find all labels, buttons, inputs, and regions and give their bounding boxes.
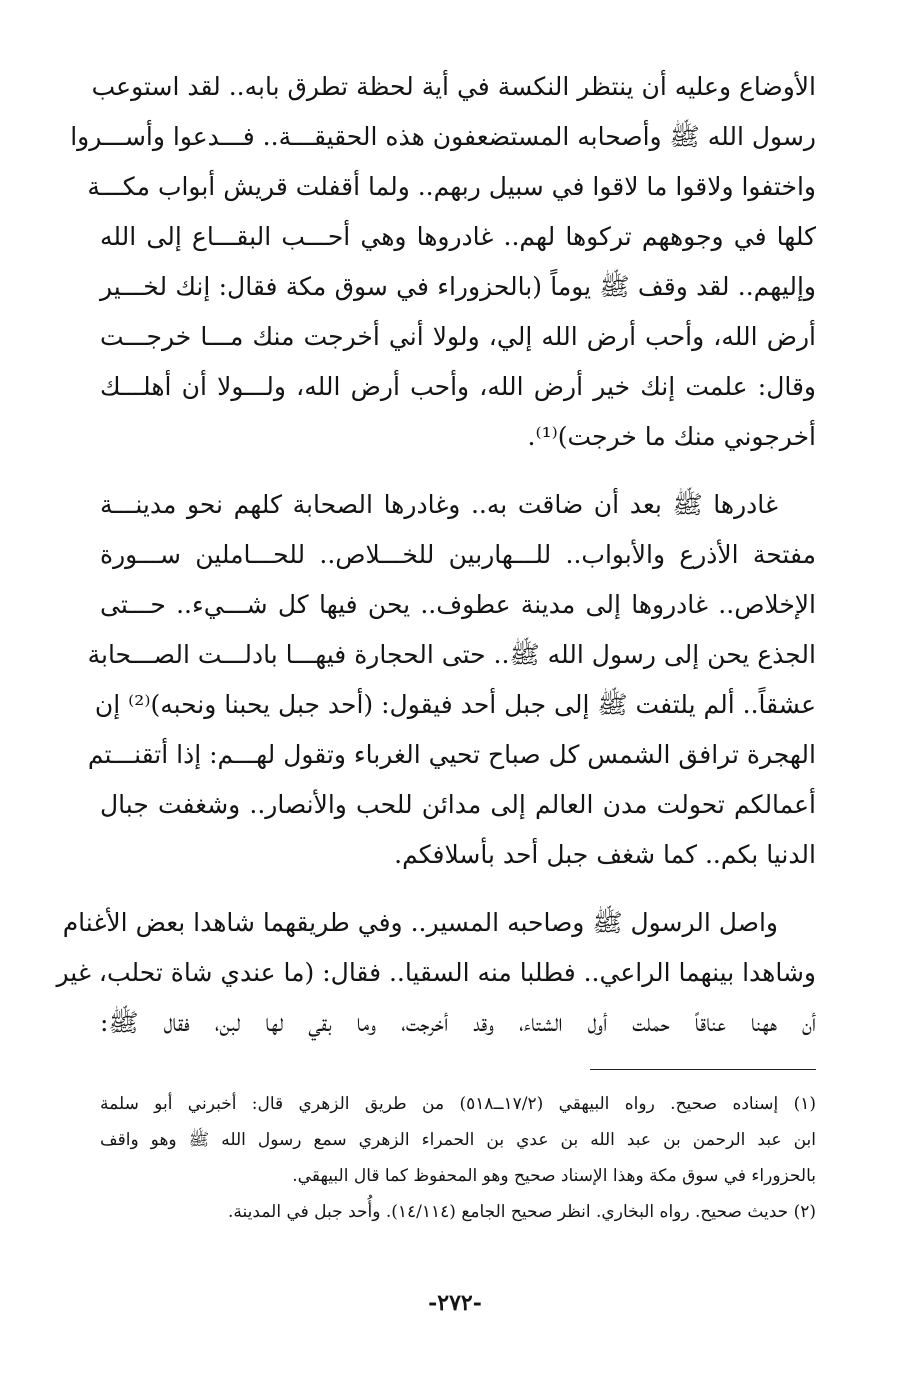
footnote-line: ابن عبد الرحمن بن عبد الله بن عدي بن الحمراء الزهري سمع رسول الله ﷺ وهو واقف <box>100 1130 816 1150</box>
footnote-line: بالحزوراء في سوق مكة وهذا الإسناد صحيح وهو المحفوظ كما قال البيهقي. <box>292 1166 816 1186</box>
text-line: الهجرة ترافق الشمس كل صباح تحيي الغرباء وتقول لهـــم: إذا أتقنـــتم <box>87 740 816 769</box>
text-line: أن ههنا عناقاً حملت أول الشتاء، وقد أخرجت، وما بقي لها لبن، فقال ﷺ: <box>100 1008 817 1037</box>
paragraph-3 <box>56 898 817 1048</box>
text-line: عشقاً.. ألم يلتفت ﷺ إلى جبل أحد فيقول: (أحد جبل يحبنا ونحبه)⁽²⁾ إن <box>94 690 816 719</box>
text-line: الجذع يحن إلى رسول الله ﷺ.. حتى الحجارة فيهـــا بادلـــت الصـــحابة <box>87 640 816 669</box>
text-line: الإخلاص.. غادروها إلى مدينة عطوف.. يحن فيها كل شـــيء.. حـــتى <box>100 590 816 619</box>
text-line: واصل الرسول ﷺ وصاحبه المسير.. وفي طريقهما شاهدا بعض الأغنام <box>62 908 778 937</box>
text-line: وقال: علمت إنك خير أرض الله، وأحب أرض الله، ولـــولا أن أهلـــك <box>100 372 816 401</box>
footnote-2 <box>100 1194 816 1230</box>
text-line: غادرها ﷺ بعد أن ضاقت به.. وغادرها الصحابة كلهم نحو مدينـــة <box>100 490 778 519</box>
text-line: أرض الله، وأحب أرض الله إلي، ولولا أني أخرجت منك مـــا خرجـــت <box>100 322 816 351</box>
text-line: الأوضاع وعليه أن ينتظر النكسة في أية لحظة تطرق بابه.. لقد استوعب <box>91 72 816 101</box>
footnote-1 <box>100 1086 816 1194</box>
text-line: واختفوا ولاقوا ما لاقوا في سبيل ربهم.. ولما أقفلت قريش أبواب مكـــة <box>87 172 816 201</box>
paragraph-1 <box>70 62 816 462</box>
text-line: الدنيا بكم.. كما شغف جبل أحد بأسلافكم. <box>394 840 816 869</box>
main-text <box>56 62 817 1048</box>
page-number: -٢٧٢- <box>428 1290 482 1316</box>
text-line: رسول الله ﷺ وأصحابه المستضعفون هذه الحقيقـــة.. فـــدعوا وأســـروا <box>70 122 816 151</box>
footnote-line: (١) إسناده صحيح. رواه البيهقي (١٧/٢ــ٥١٨) من طريق الزهري قال: أخبرني أبو سلمة <box>100 1094 816 1114</box>
text-line: أعمالكم تحولت مدن العالم إلى مدائن للحب والأنصار.. وشغفت جبال <box>100 790 816 819</box>
text-line: وإليهم.. لقد وقف ﷺ يوماً (بالحزوراء في سوق مكة فقال: إنك لخـــير <box>100 272 816 301</box>
paragraph-2 <box>87 480 816 880</box>
text-line: وشاهدا بينهما الراعي.. فطلبا منه السقيا.. فقال: (ما عندي شاة تحلب، غير <box>56 958 816 987</box>
footnote-divider <box>590 1069 816 1070</box>
text-line: كلها في وجوههم تركوها لهم.. غادروها وهي أحـــب البقـــاع إلى الله <box>100 222 816 251</box>
text-line: أخرجوني منك ما خرجت)⁽¹⁾. <box>527 422 816 451</box>
footnote-line: (٢) حديث صحيح. رواه البخاري. انظر صحيح الجامع (١٤/١١٤). وأُحد جبل في المدينة. <box>228 1202 816 1222</box>
text-line: مفتحة الأذرع والأبواب.. للـــهاربين للخـــلاص.. للحـــاملين ســـورة <box>100 540 816 569</box>
footnotes <box>100 1086 816 1230</box>
